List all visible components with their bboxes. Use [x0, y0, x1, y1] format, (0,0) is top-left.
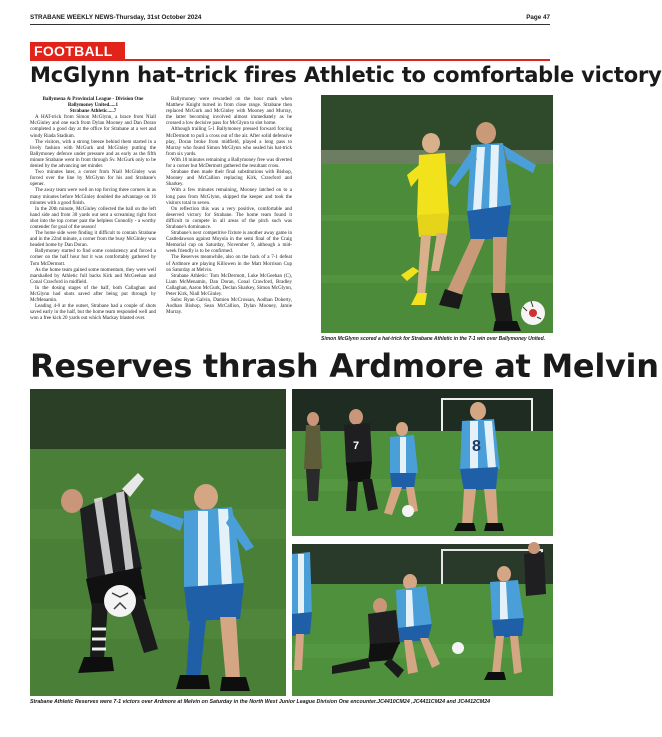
article-standfirst-line: Ballymena & Provincial League - Division One [42, 96, 144, 102]
article-paragraph: As the home team gained some momentum, they were well marshalled by Athletic full backs Kirk and McGeehan and Conal Crawford in midfield. [30, 266, 156, 285]
article1-body [30, 96, 292, 352]
article-paragraph: The home side were finding it difficult to contain Strabane and in the 22nd minute, a corner from the busy McGinley was headed home by Dan Doran. [30, 230, 156, 249]
section-label: FOOTBALL [34, 43, 113, 59]
article-paragraph: Leading 4-0 at the outset, Strabane had a couple of shots saved early in the half, but the home team responded well and won a free kick 20 yards out which Mackay blasted over. [30, 303, 156, 322]
article-standfirst-line: Ballymoney United.....1 [67, 102, 119, 109]
article-paragraph: On reflection this was a very positive, comfortable and deserved victory for Strabane. The home team found it difficult to compete in all areas of the pitch such was Strabane's dominance. [166, 205, 292, 230]
article-paragraph: With 10 minutes remaining a Ballymoney free was diverted for a corner but McDermott gathered the resultant cross. [166, 156, 292, 170]
article-paragraph: The away team were well on top forcing three corners in as many minutes before McGinley doubled the advantage on 16 minutes with a good finish. [30, 187, 156, 206]
section-banner [30, 42, 125, 60]
photo-caption-mcglynn: Simon McGlynn scored a hat-trick for Strabane Athletic in the 7-1 win over Ballymoney United. [321, 336, 546, 342]
article-paragraph: Subs: Ryan Galvin, Damien McCrossan, Aodhan Doherty, Aodhan Bishop, Sean McCallion, Dylan Mooney, Jamie Murray. [166, 297, 292, 316]
article-paragraph: The visitors, with a strong breeze behind them started in a lively fashion with McGurk and McGinley putting the Ballymoney defence under pressure and as early as the fifth minute Strabane went in front through Sv. McGurk only to be denied by the advancing net minder. [30, 138, 156, 170]
article2-headline: Reserves thrash Ardmore at Melvin [30, 347, 659, 385]
article-paragraph: Strabane then made their final substitutions with Bishop, Mooney and McCallion replacing Kirk, Crawford and Sharkey. [166, 169, 292, 188]
photo-reserves-number-8 [292, 389, 553, 536]
article-paragraph: A HAT-trick from Simon McGlynn, a brace from Niall McGinley and one each from Dylan Mooney and Dan Doran completed a good day at the office for Strabane at a wet and windy Riada Stadium. [30, 114, 156, 139]
article-paragraph: Two minutes later, a corner from Niall McGinley was forced over the line by McGlynn for his and Strabane's opener. [30, 169, 156, 188]
article-standfirst-line: Strabane Athletic.....7 [69, 108, 117, 115]
section-rule [30, 59, 550, 61]
photo-reserves-tackle [30, 389, 286, 696]
football-icon [402, 505, 414, 517]
header-rule [30, 24, 550, 25]
football-icon [104, 585, 136, 617]
article1-headline: McGlynn hat-trick fires Athletic to comfortable victory [30, 63, 662, 87]
article-paragraph: With a few minutes remaining, Mooney latched on to a long pass from McGlynn, skipped the keeper and took the visitors total to seven. [166, 187, 292, 206]
shirt-number-7: 7 [353, 440, 360, 452]
article-paragraph: Although trailing 5-1 Ballymoney pressed forward forcing McDermott to pull a cross out of the air. After solid defensive play, Doran broke from midfield, played a long pass to Murray who found Simon McGlynn who sealed his hat-trick from six yards. [166, 126, 292, 157]
shirt-number-8: 8 [472, 438, 481, 455]
photo-reserves-challenge [292, 544, 553, 696]
football-icon [521, 301, 545, 325]
photo-mcglynn-action [321, 95, 553, 333]
page-header [30, 14, 550, 26]
football-icon [452, 642, 464, 654]
page-number: Page 47 [526, 14, 550, 21]
article-paragraph: In the dosing stages of the half, both Callaghan and McGlynn had shots saved after being put through by McMenamin. [30, 284, 156, 304]
article-paragraph: Strabane's next competitive fixture is another away game in Castledawson against Moyola in the semi final of the Craig Memorial cup on Saturday, November 9, although a mid-week friendly is to be confirmed. [166, 230, 292, 255]
publication-dateline: STRABANE WEEKLY NEWS-Thursday, 31st October 2024 [30, 14, 202, 21]
article-paragraph: The Reserves meanwhile, also on the back of a 7-1 defeat of Ardmore are playing Killowen in the Matt Morrison Cup on Saturday at Melvin. [166, 254, 292, 273]
article1-column-1 [30, 96, 156, 321]
article-paragraph: Strabane Athletic: Tom McDermott, Luke McGeehan (C), Liam McMenamin, Dan Doran, Conal Crawford, Bradley Callaghan, Aaron McGurk, Declan Sharkey, Simon McGlynn, Peter Kirk, Niall McGinley. [166, 272, 292, 297]
article-paragraph: In the 20th minute, McGinley collected the ball on the left hand side and from 30 yards out sent a screaming right foot shot into the top corner past the helpless Connolly - a worthy contender for goal of the season! [30, 205, 156, 230]
article1-column-2 [166, 96, 292, 315]
article-paragraph: Ballymoney started to find some consistency and forced a corner on the half hour but it was comfortably gathered by Tom McDermott. [30, 248, 156, 267]
photo-caption-reserves: Strabane Athletic Reserves were 7-1 victors over Ardmore at Melvin on Saturday in the North West Junior League Division One encounter.JC4410CM24 ,JC4411CM24 and JC4412CM24 [30, 699, 491, 705]
article-paragraph: Ballymoney were rewarded on the hour mark when Matthew Knight turned in from close range. Strabane then replaced McGurk and McGinley with Mooney and Murray, the latter becoming involved almost immediately as he crossed a low decisive pass for McGlynn to slot home. [166, 96, 292, 127]
